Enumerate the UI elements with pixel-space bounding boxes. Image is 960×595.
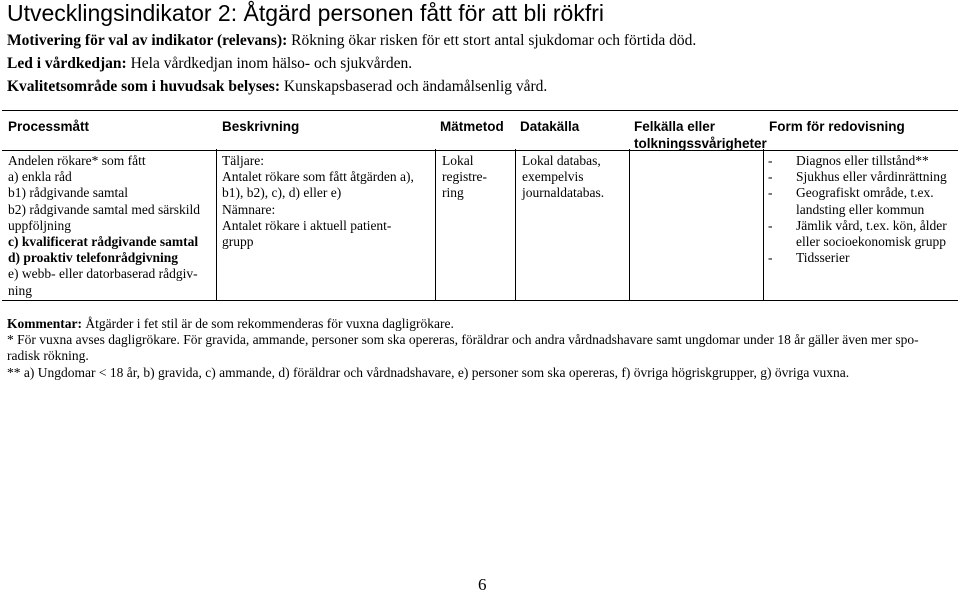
- cell-datakalla: [522, 153, 604, 202]
- header-felkalla: [634, 118, 767, 152]
- motivering-line: [7, 32, 696, 50]
- column-divider: [629, 149, 630, 300]
- motivering-value: Rökning ökar risken för ett stort antal sjukdomar och förtida död.: [287, 32, 697, 49]
- datakalla-line: journaldatabas.: [522, 185, 605, 201]
- processmatt-line-bold: c) kvalificerat rådgivande samtal: [8, 234, 199, 250]
- column-divider: [435, 149, 436, 300]
- datakalla-line: exempelvis: [522, 169, 584, 185]
- processmatt-line: Andelen rökare* som fått: [8, 153, 146, 168]
- matmetod-line: Lokal: [442, 153, 474, 168]
- comment-block: [7, 316, 952, 381]
- vardkedjan-line: [7, 55, 412, 73]
- form-bullet: - Geografiskt område, t.ex.: [768, 185, 934, 201]
- form-bullet: - Diagnos eller tillstånd**: [768, 153, 929, 168]
- vardkedjan-value: Hela vårdkedjan inom hälso- och sjukvården.: [126, 55, 413, 72]
- datakalla-line: Lokal databas,: [522, 153, 601, 168]
- footnote-line: * För vuxna avses dagligrökare. För gravida, ammande, personer som ska opereras, föräldrar och andra vårdnadshavare samt ungdomar under 18 år gäller även mer spo-: [7, 332, 919, 348]
- motivering-label: Motivering för val av indikator (relevans):: [7, 32, 288, 49]
- processmatt-line: uppföljning: [8, 217, 71, 233]
- processmatt-line: b1) rådgivande samtal: [8, 185, 128, 201]
- processmatt-line: e) webb- eller datorbaserad rådgiv-: [8, 266, 198, 282]
- matmetod-line: ring: [442, 185, 464, 201]
- page-title: Utvecklingsindikator 2: Åtgärd personen fått för att bli rökfri: [7, 0, 605, 26]
- comment-line: Kommentar: Åtgärder i fet stil är de som rekommenderas för vuxna dagligrökare.: [7, 316, 454, 331]
- beskrivning-line: grupp: [222, 234, 254, 250]
- processmatt-line-bold: d) proaktiv telefonrådgivning: [8, 250, 179, 266]
- form-bullet: - Tidsserier: [768, 250, 850, 266]
- form-bullet-continuation: landsting eller kommun: [796, 201, 925, 217]
- table-bottom-rule: [2, 300, 958, 301]
- beskrivning-line: b1), b2), c), d) eller e): [222, 185, 342, 201]
- kvalitet-value: Kunskapsbaserad och ändamålsenlig vård.: [280, 78, 548, 95]
- column-divider: [763, 149, 764, 300]
- processmatt-line: a) enkla råd: [8, 169, 72, 185]
- header-felkalla-line2: tolkningssvårigheter: [634, 136, 767, 151]
- header-form: Form för redovisning: [769, 119, 905, 134]
- beskrivning-line: Täljare:: [222, 153, 264, 168]
- dash-bullet-icon: -: [768, 153, 773, 168]
- page-number: 6: [478, 575, 487, 594]
- header-datakalla: Datakälla: [520, 119, 580, 134]
- cell-beskrivning: [222, 153, 414, 250]
- header-felkalla-line1: Felkälla eller: [634, 119, 716, 134]
- indicator-table: [2, 110, 958, 300]
- beskrivning-line: Antalet rökare som fått åtgärden a),: [222, 169, 414, 185]
- column-divider: [515, 149, 516, 300]
- cell-matmetod: [442, 153, 487, 202]
- dash-bullet-icon: -: [768, 250, 773, 266]
- footnote-line: ** a) Ungdomar < 18 år, b) gravida, c) ammande, d) föräldrar och vårdnadshavare, e) personer som ska opereras, f) övriga högriskgrupper, g) övriga vuxna.: [7, 364, 850, 380]
- header-beskrivning: Beskrivning: [222, 119, 300, 134]
- form-bullet: - Jämlik vård, t.ex. kön, ålder: [768, 217, 947, 233]
- processmatt-line: b2) rådgivande samtal med särskild: [8, 201, 200, 217]
- beskrivning-line: Antalet rökare i aktuell patient-: [222, 217, 392, 233]
- kvalitet-line: [7, 78, 547, 96]
- vardkedjan-label: Led i vårdkedjan:: [7, 55, 127, 72]
- column-divider: [216, 149, 217, 300]
- header-processmatt: Processmått: [8, 119, 90, 134]
- beskrivning-line: Nämnare:: [222, 201, 276, 217]
- matmetod-line: registre-: [442, 169, 487, 185]
- dash-bullet-icon: -: [768, 169, 773, 185]
- header-matmetod: Mätmetod: [440, 119, 504, 134]
- footnote-line: radisk rökning.: [7, 348, 89, 364]
- cell-form: [768, 153, 947, 266]
- processmatt-line: ning: [8, 282, 33, 298]
- dash-bullet-icon: -: [768, 217, 773, 233]
- dash-bullet-icon: -: [768, 185, 773, 201]
- comment-label: Kommentar:: [7, 316, 82, 331]
- cell-processmatt: [8, 153, 200, 299]
- form-bullet-continuation: eller socioekonomisk grupp: [796, 234, 946, 250]
- kvalitet-label: Kvalitetsområde som i huvudsak belyses:: [7, 78, 280, 95]
- form-bullet: - Sjukhus eller vårdinrättning: [768, 169, 947, 185]
